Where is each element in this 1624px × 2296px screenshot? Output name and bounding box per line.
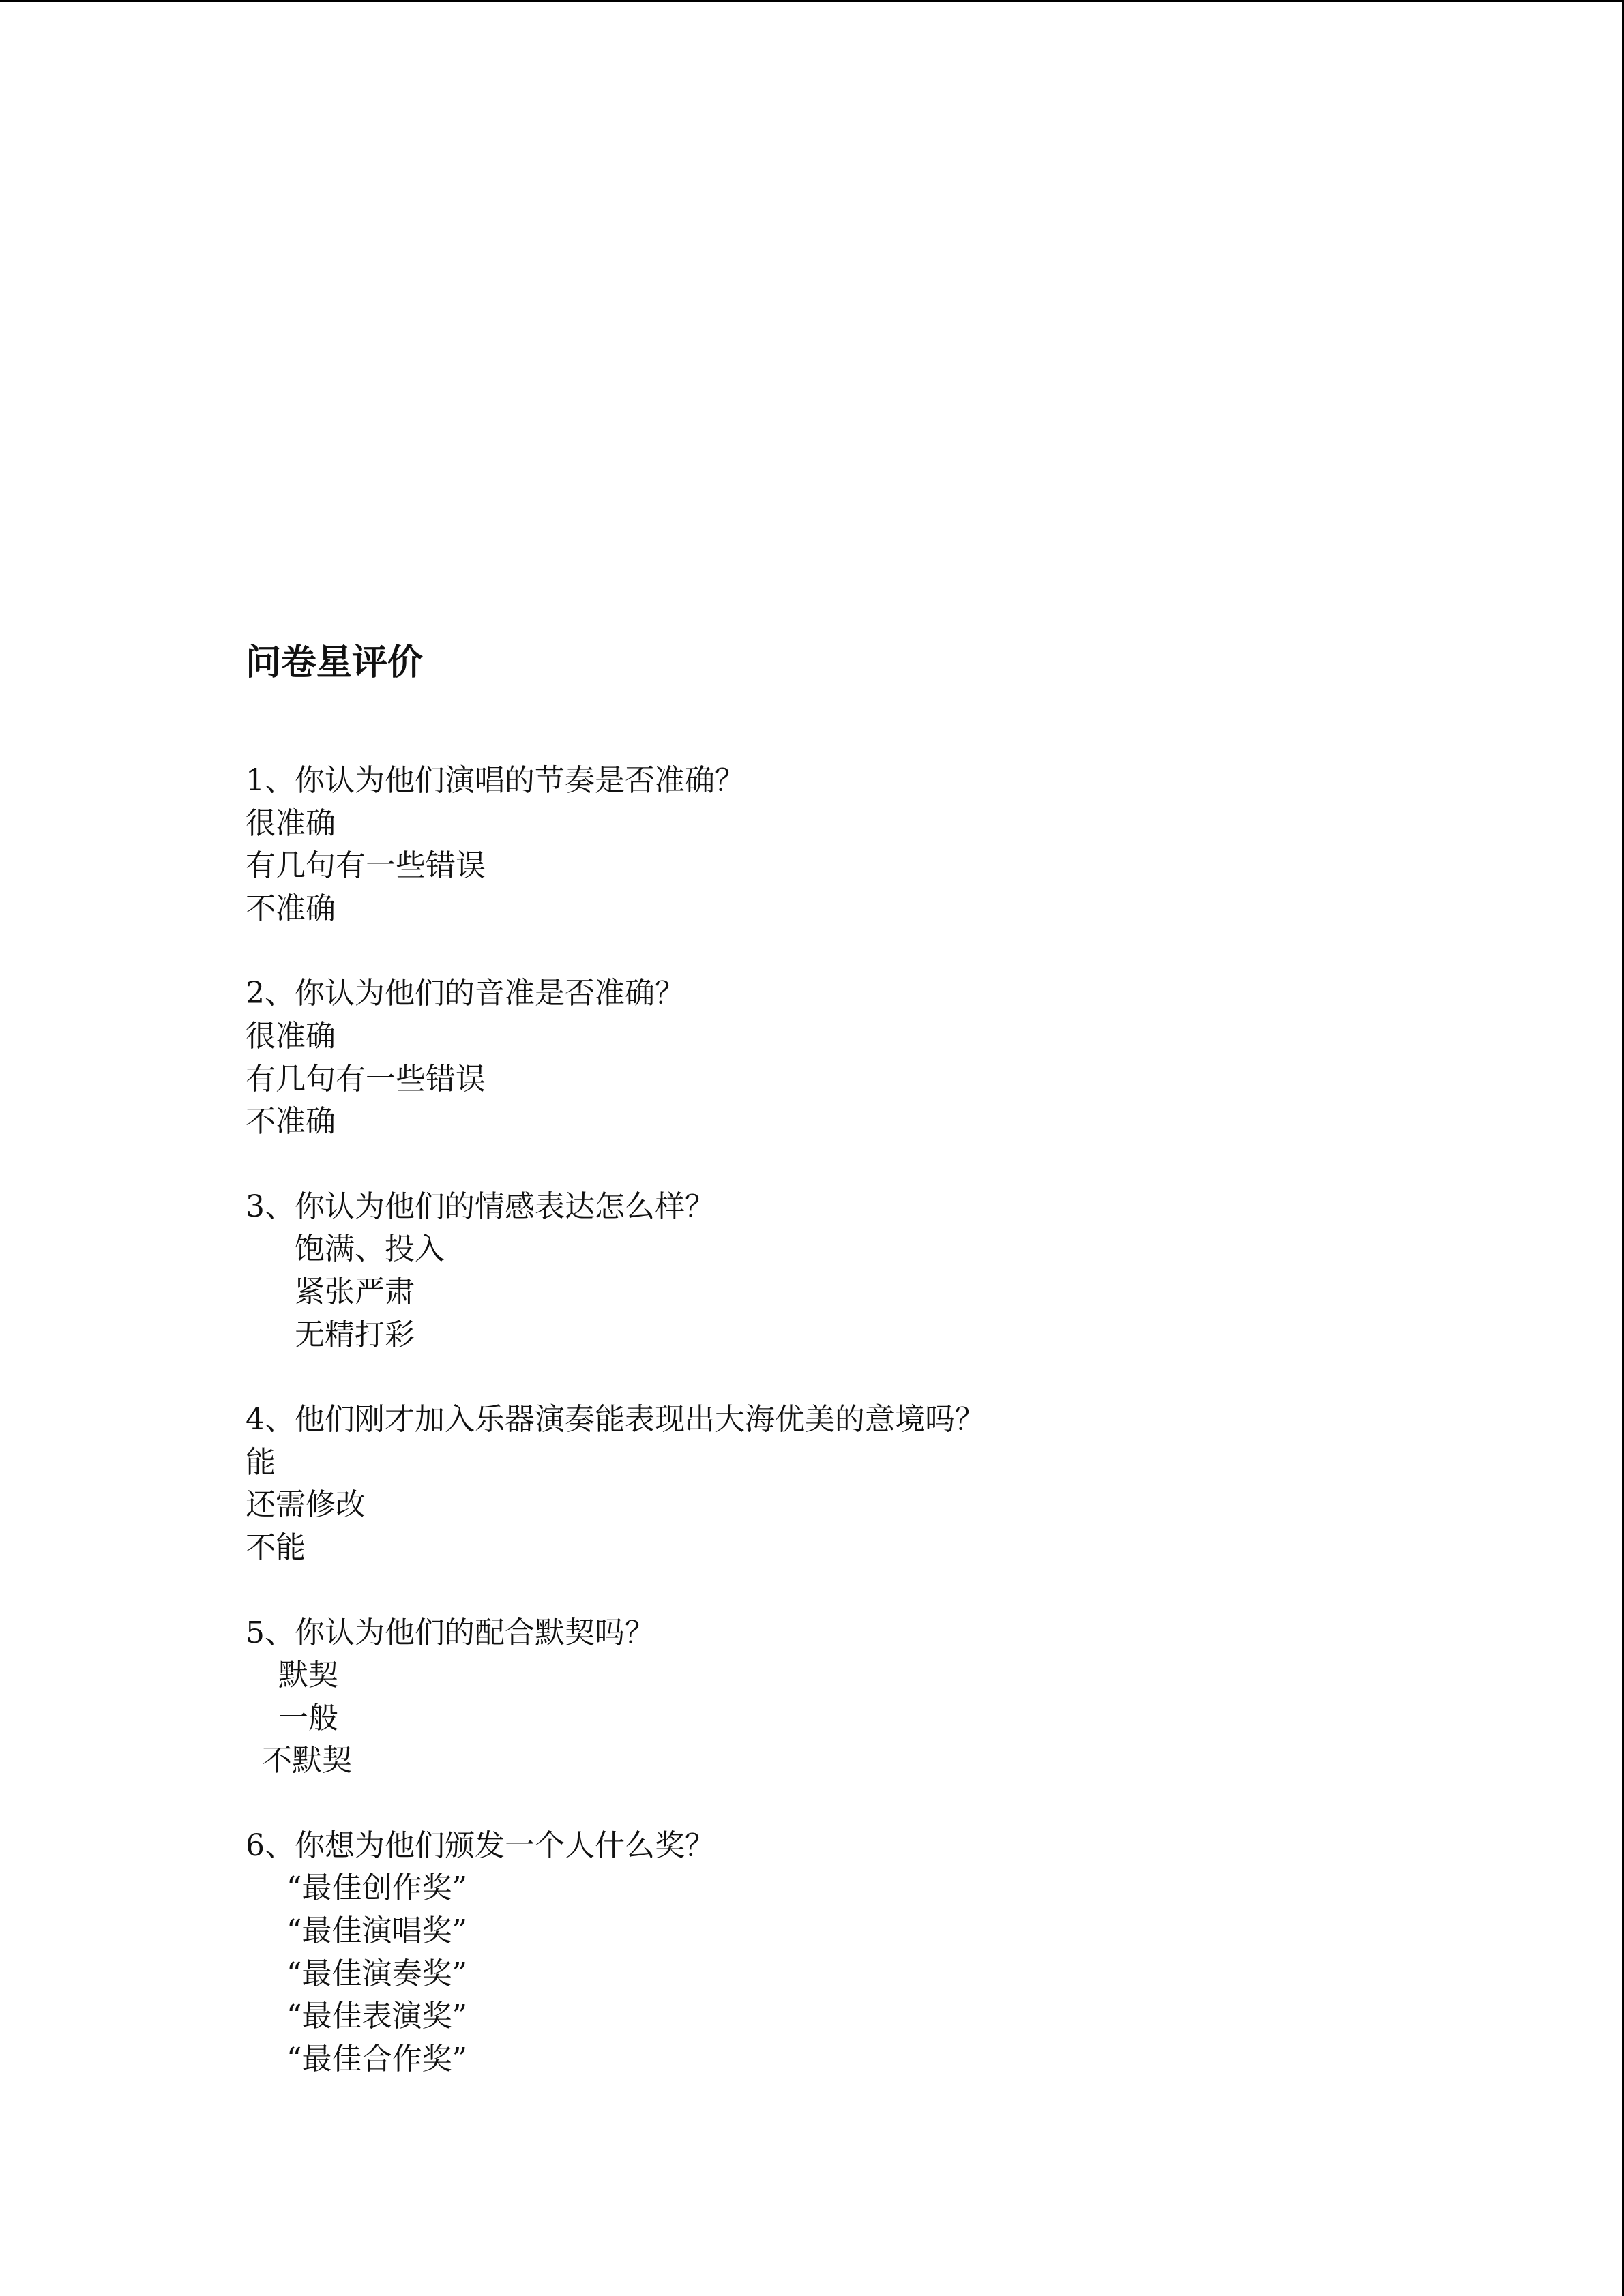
option: 默契 [278,1658,338,1693]
option: 能 [246,1444,276,1480]
question-text: 5、你认为他们的配合默契吗？ [246,1615,655,1650]
question-text: 3、你认为他们的情感表达怎么样？ [246,1189,715,1224]
option: 无精打彩 [295,1317,415,1352]
option: “最佳表演奖” [286,1999,467,2034]
question-5 [246,1612,1541,1783]
question-text: 2、你认为他们的音准是否准确？ [246,976,685,1011]
option: “最佳演奏奖” [286,1956,467,1991]
option: 不能 [246,1530,306,1565]
question-4 [246,1399,1541,1569]
question-text: 6、你想为他们颁发一个人什么奖？ [246,1828,715,1863]
question-2 [246,972,1541,1143]
question-3 [246,1186,1541,1356]
option: 紧张严肃 [295,1274,415,1309]
document-content [246,638,1541,2123]
option: 饱满、投入 [295,1232,445,1267]
option: 不准确 [246,891,336,926]
option: 很准确 [246,805,336,841]
question-text: 1、你认为他们演唱的节奏是否准确？ [246,763,745,798]
page-border-top [0,0,1624,2]
option: 一般 [278,1700,338,1735]
option: 有几句有一些错误 [246,1061,486,1097]
question-6 [246,1825,1541,2081]
option: 有几句有一些错误 [246,848,486,884]
option: “最佳创作奖” [286,1870,467,1906]
option: 很准确 [246,1018,336,1054]
option: 还需修改 [246,1487,366,1523]
option: 不默契 [262,1743,352,1778]
option: 不准确 [246,1104,336,1139]
option: “最佳合作奖” [286,2041,467,2076]
question-1 [246,760,1541,930]
question-text: 4、他们刚才加入乐器演奏能表现出大海优美的意境吗？ [246,1402,985,1437]
option: “最佳演唱奖” [286,1913,467,1949]
page-title: 问卷星评价 [246,642,424,683]
